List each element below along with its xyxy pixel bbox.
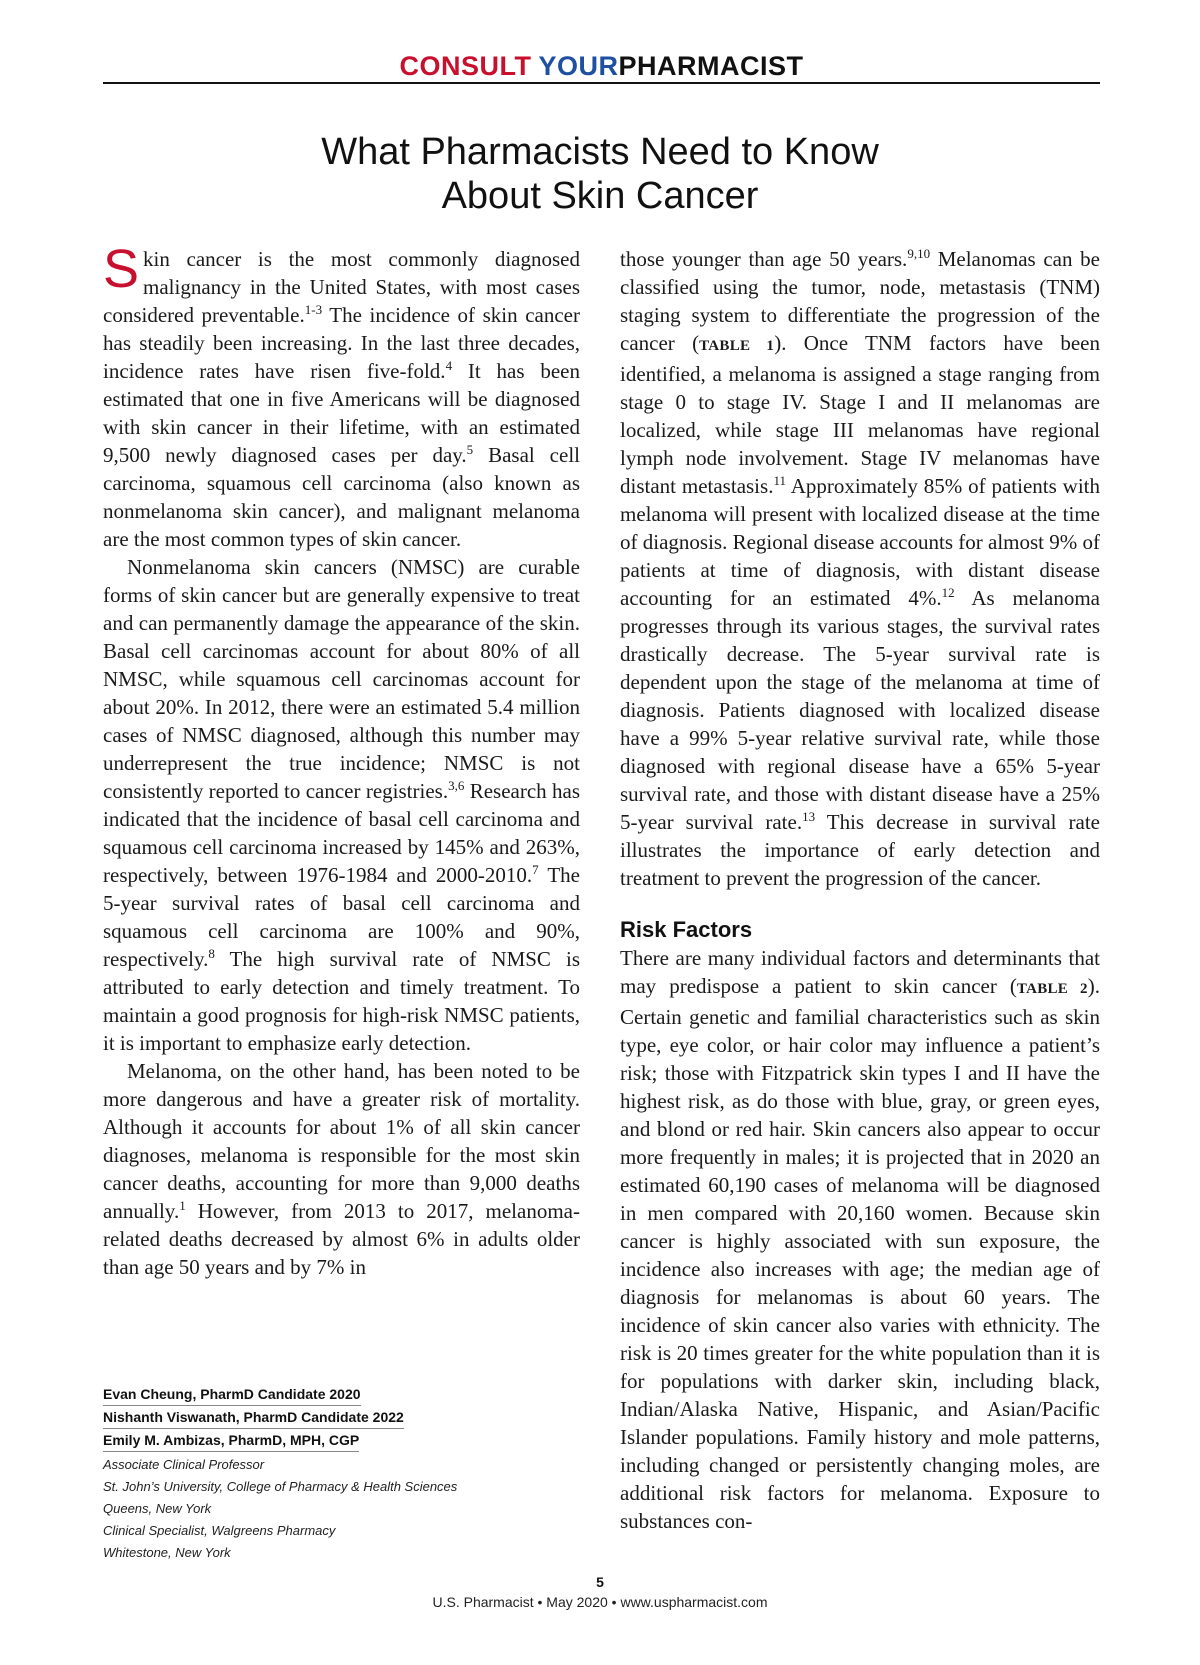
- page-number: 5: [596, 1574, 604, 1590]
- citation: 5: [466, 442, 474, 457]
- header-pharmacist: PHARMACIST: [618, 51, 804, 81]
- citation: 4: [445, 358, 453, 373]
- citation: 1: [179, 1198, 186, 1213]
- paragraph: Melanoma, on the other hand, has been noted to be more dangerous and have a greater risk of mortality. Although it accounts for about 1% of all skin cancer diagnoses, melanoma is responsible for the most skin cancer deaths, accounting for more than 9,000 deaths annually.$^1$ However, from 2013 to 2017, melanoma-related deaths decreased by almost 6% in adults older than age 50 years and by 7% in: [103, 1059, 580, 1279]
- paragraph: Skin cancer is the most commonly diagnosed malignancy in the United States, with most cases considered preventable.$^{1-3}$ The incidence of skin cancer has steadily been increasing. In the last three decades, incidence rates have risen five-fold.$^4$ It has been estimated that one in five Americans will be diagnosed with skin cancer in their lifetime, with an estimated 9,500 newly diagnosed cases per day.$^5$ Basal cell carcinoma, squamous cell carcinoma (also known as nonmelanoma skin cancer), and malignant melanoma are the most common types of skin cancer.: [103, 239, 580, 551]
- citation: 11: [773, 473, 786, 488]
- paragraph: those younger than age 50 years.$^{9,10}$ Melanomas can be classified using the tumor, node, metastasis (TNM) staging system to differentiate the progression of the cancer (TABLE 1). Once TNM factors have been identified, a melanoma is assigned a stage ranging from stage 0 to stage IV. Stage I and II melanomas are localized, while stage III melanomas have regional lymph node involvement. Stage IV melanomas have distant metastasis.$^{11}$ Approximately 85% of patients with melanoma will present with localized disease at the time of diagnosis. Regional disease accounts for almost 9% of patients at time of diagnosis, with distant disease accounting for an estimated 4%.$^{12}$ As melanoma progresses through its various stages, the survival rates drastically decrease. The 5-year survival rate is dependent upon the stage of the melanoma at time of diagnosis. Patients diagnosed with localized disease have a 99% 5-year relative survival rate, while those diagnosed with regional disease have a 65% 5-year survival rate, and those with distant disease have a 25% 5-year survival rate.$^{13}$ This decrease in survival rate illustrates the importance of early detection and treatment to prevent the progression of the cancer.: [620, 246, 1100, 890]
- affiliation: Whitestone, New York: [103, 1545, 231, 1560]
- affiliation: Queens, New York: [103, 1501, 212, 1516]
- left-column: [103, 239, 581, 1281]
- citation: 9,10: [907, 246, 931, 261]
- section-header: [103, 52, 1100, 84]
- article-title: [100, 130, 1100, 218]
- section-heading: Risk Factors: [620, 917, 753, 942]
- paragraph: Nonmelanoma skin cancers (NMSC) are curable forms of skin cancer but are generally expensive to treat and can permanently damage the appearance of the skin. Basal cell carcinomas account for about 80% of all NMSC, while squamous cell carcinomas account for about 20%. In 2012, there were an estimated 5.4 million cases of NMSC diagnosed, although this number may underrepresent the true incidence; NMSC is not consistently reported to cancer registries.$^{3,6}$ Research has indicated that the incidence of basal cell carcinoma and squamous cell carcinoma increased by 145% and 263%, respectively, between 1976-1984 and 2000-2010.$^7$ The 5-year survival rates of basal cell carcinoma and squamous cell carcinoma are 100% and 90%, respectively.$^8$ The high survival rate of NMSC is attributed to early detection and timely treatment. To maintain a good prognosis for high-risk NMSC patients, it is important to emphasize early detection.: [103, 555, 581, 1055]
- table-1-reference: TABLE 1: [699, 338, 775, 354]
- citation: 3,6: [448, 778, 465, 793]
- author-name: Evan Cheung, PharmD Candidate 2020: [103, 1385, 361, 1406]
- title-line-1: What Pharmacists Need to Know: [321, 131, 879, 173]
- author-block: [103, 1385, 580, 1564]
- citation: 7: [532, 862, 539, 877]
- author-name: Nishanth Viswanath, PharmD Candidate 2022: [103, 1408, 404, 1429]
- citation: 13: [802, 809, 816, 824]
- title-line-2: About Skin Cancer: [441, 175, 759, 217]
- publication-footer: U.S. Pharmacist • May 2020 • www.uspharmacist.com: [432, 1594, 768, 1610]
- affiliation: Clinical Specialist, Walgreens Pharmacy: [103, 1523, 336, 1538]
- header-consult: CONSULT: [399, 51, 532, 81]
- header-your: YOUR: [538, 51, 619, 81]
- citation: 8: [208, 946, 215, 961]
- paragraph: There are many individual factors and determinants that may predispose a patient to skin cancer (TABLE 2). Certain genetic and familial characteristics such as skin type, eye color, or hair color may influence a patient’s risk; those with Fitzpatrick skin types I and II have the highest risk, as do those with blue, gray, or green eyes, and blond or red hair. Skin cancers also appear to occur more frequently in males; it is projected that in 2020 an estimated 60,190 cases of melanoma will be diagnosed in men compared with 20,160 women. Because skin cancer is highly associated with sun exposure, the incidence also increases with age; the median age of diagnosis for melanomas is about 60 years. The incidence of skin cancer also varies with ethnicity. The risk is 20 times greater for the white population than it is for populations with darker skin, including black, Indian/Alaska Native, Hispanic, and Asian/Pacific Islander populations. Family history and mole patterns, including changed or persistently changing moles, are additional risk factors for melanoma. Exposure to substances con-: [620, 946, 1101, 1533]
- affiliation: St. John’s University, College of Pharmacy & Health Sciences: [103, 1479, 458, 1494]
- citation: 12: [941, 585, 955, 600]
- right-column: [620, 245, 1100, 1535]
- table-2-reference: TABLE 2: [1016, 981, 1088, 997]
- author-name: Emily M. Ambizas, PharmD, MPH, CGP: [103, 1431, 359, 1452]
- citation: 1-3: [304, 302, 323, 317]
- drop-cap: S: [103, 239, 140, 299]
- affiliation: Associate Clinical Professor: [103, 1457, 265, 1472]
